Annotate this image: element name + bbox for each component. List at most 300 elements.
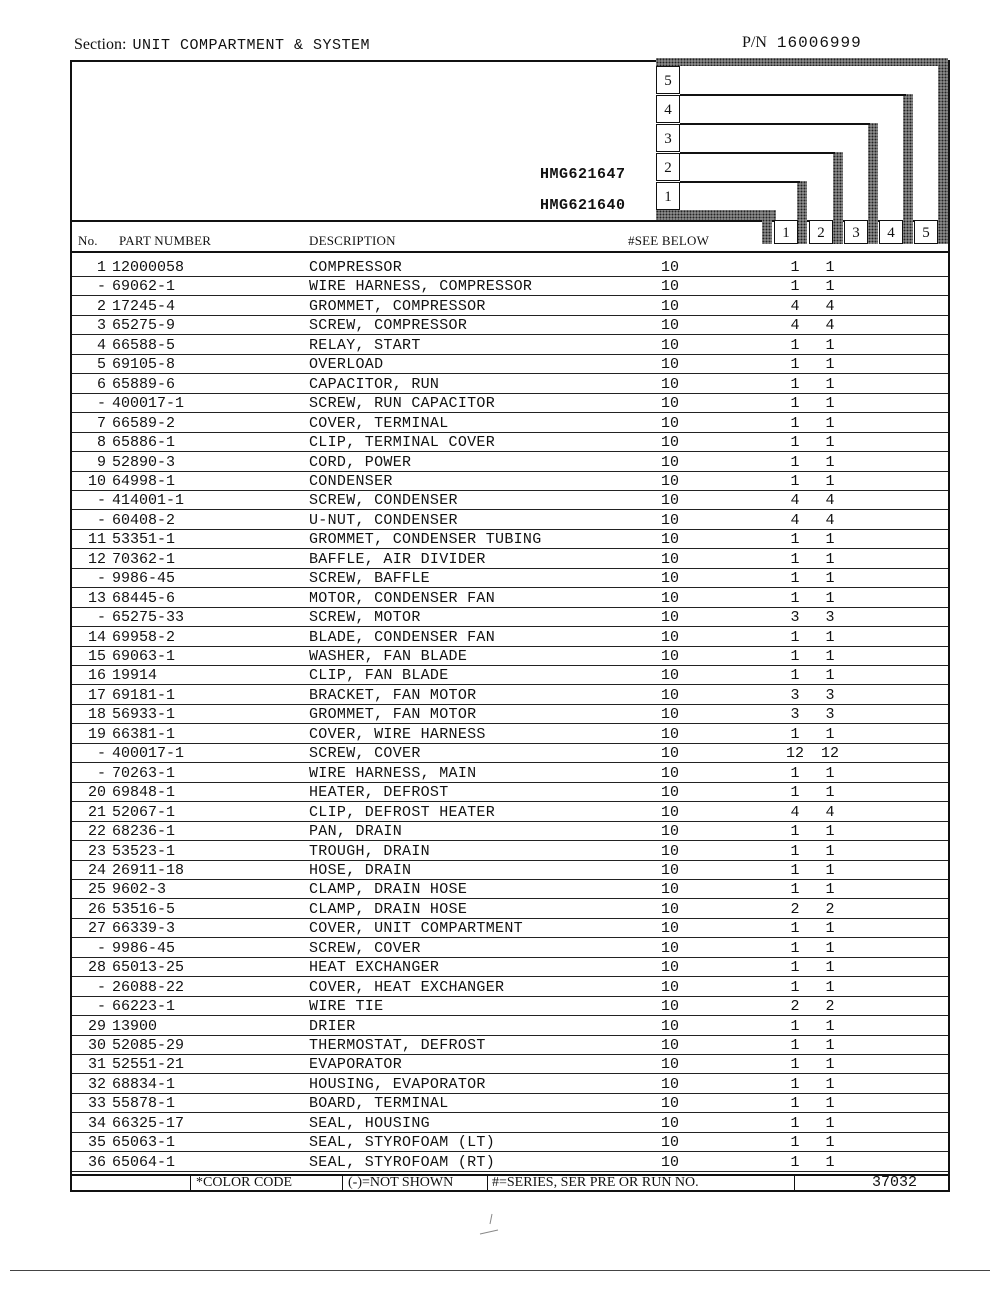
part-description: COVER, WIRE HARNESS	[309, 725, 486, 743]
table-row	[76, 1055, 946, 1074]
part-description: GROMMET, FAN MOTOR	[309, 706, 477, 724]
series-code: 10	[661, 745, 680, 763]
item-number: 28	[87, 959, 106, 977]
series-code: 10	[661, 725, 680, 743]
part-description: WIRE TIE	[309, 998, 384, 1016]
quantity-model-2: 1	[825, 570, 835, 588]
item-number: -	[96, 511, 106, 529]
quantity-model-2: 1	[825, 784, 835, 802]
part-number: 400017-1	[112, 745, 185, 763]
part-number: 13900	[112, 1017, 158, 1035]
part-description: WASHER, FAN BLADE	[309, 648, 468, 665]
ladder-arm-4	[680, 123, 870, 125]
item-number: 18	[87, 706, 106, 724]
series-code: 10	[661, 920, 680, 938]
part-description: PAN, DRAIN	[309, 823, 403, 841]
table-row	[76, 297, 946, 316]
quantity-model-1: 1	[790, 667, 800, 685]
quantity-model-2: 1	[825, 472, 835, 490]
quantity-model-2: 1	[825, 978, 835, 996]
part-description: SCREW, BAFFLE	[309, 570, 430, 588]
quantity-model-1: 2	[790, 900, 800, 918]
quantity-model-1: 1	[790, 1114, 800, 1132]
column-label-2: 2	[809, 220, 833, 244]
item-number: -	[96, 278, 106, 296]
quantity-model-2: 1	[825, 259, 835, 276]
part-number: 56933-1	[112, 706, 176, 724]
quantity-model-2: 1	[825, 356, 835, 374]
quantity-model-1: 1	[790, 1075, 800, 1093]
part-description: CLIP, FAN BLADE	[309, 667, 449, 685]
quantity-model-2: 1	[825, 725, 835, 743]
quantity-model-1: 3	[790, 609, 800, 627]
series-code: 10	[661, 706, 680, 724]
quantity-model-2: 12	[821, 745, 840, 763]
series-legend: #=SERIES, SER PRE OR RUN NO.	[492, 1175, 699, 1190]
table-row	[76, 861, 946, 880]
table-row	[76, 491, 946, 510]
item-number: -	[96, 978, 106, 996]
quantity-model-2: 1	[825, 434, 835, 452]
quantity-model-2: 1	[825, 628, 835, 646]
part-number: 66381-1	[112, 725, 176, 743]
part-number: 65889-6	[112, 375, 176, 393]
quantity-model-1: 1	[790, 978, 800, 996]
part-description: SEAL, HOUSING	[309, 1114, 430, 1132]
table-row	[76, 822, 946, 841]
series-code: 10	[661, 939, 680, 957]
quantity-model-2: 1	[825, 1134, 835, 1152]
series-code: 10	[661, 764, 680, 782]
item-number: 29	[87, 1017, 106, 1035]
part-number: 17245-4	[112, 297, 176, 315]
table-row	[76, 355, 946, 374]
part-description: THERMOSTAT, DEFROST	[309, 1037, 486, 1054]
quantity-model-2: 3	[825, 686, 835, 704]
part-number: 52890-3	[112, 453, 176, 471]
table-row	[76, 1094, 946, 1113]
part-description: EVAPORATOR	[309, 1056, 403, 1074]
part-number: 68236-1	[112, 823, 176, 841]
part-number: 68834-1	[112, 1075, 176, 1093]
quantity-model-1: 1	[790, 570, 800, 588]
table-row	[76, 1114, 946, 1133]
part-number: 69958-2	[112, 628, 176, 646]
quantity-model-1: 12	[786, 745, 805, 763]
item-number: 22	[87, 823, 106, 841]
table-row	[76, 978, 946, 997]
part-description: WIRE HARNESS, MAIN	[309, 764, 477, 782]
column-label-4: 4	[879, 220, 903, 244]
ladder-label-4: 4	[656, 95, 680, 123]
part-description: DRIER	[309, 1017, 356, 1035]
quantity-model-1: 4	[790, 803, 800, 821]
quantity-model-1: 1	[790, 823, 800, 841]
table-row	[76, 277, 946, 296]
series-code: 10	[661, 686, 680, 704]
part-description: HEATER, DEFROST	[309, 784, 449, 802]
part-number: 53523-1	[112, 842, 176, 860]
quantity-model-2: 1	[825, 1075, 835, 1093]
series-code: 10	[661, 1075, 680, 1093]
quantity-model-1: 1	[790, 434, 800, 452]
quantity-model-1: 1	[790, 959, 800, 977]
table-row	[76, 589, 946, 608]
quantity-model-1: 1	[790, 648, 800, 665]
table-row	[76, 550, 946, 569]
quantity-model-2: 1	[825, 453, 835, 471]
series-code: 10	[661, 842, 680, 860]
series-code: 10	[661, 823, 680, 841]
item-number: 13	[87, 589, 106, 607]
part-number: 70362-1	[112, 550, 176, 568]
quantity-model-1: 1	[790, 395, 800, 413]
series-code: 10	[661, 297, 680, 315]
part-number: 69181-1	[112, 686, 176, 704]
ladder-top-bar	[656, 58, 948, 66]
part-description: COVER, UNIT COMPARTMENT	[309, 920, 523, 938]
part-description: CLIP, DEFROST HEATER	[309, 803, 496, 821]
table-row	[76, 705, 946, 724]
item-number: 5	[96, 356, 106, 374]
ladder-arm-2	[680, 181, 800, 183]
series-code: 10	[661, 434, 680, 452]
quantity-model-1: 1	[790, 1056, 800, 1074]
series-code: 10	[661, 278, 680, 296]
table-row	[76, 686, 946, 705]
item-number: 21	[87, 803, 106, 821]
quantity-model-2: 4	[825, 297, 835, 315]
table-row	[76, 336, 946, 355]
part-number: 52067-1	[112, 803, 176, 821]
table-row	[76, 530, 946, 549]
quantity-model-1: 1	[790, 920, 800, 938]
part-number: 65886-1	[112, 434, 176, 452]
table-row	[76, 1133, 946, 1152]
series-code: 10	[661, 1037, 680, 1054]
series-code: 10	[661, 336, 680, 354]
quantity-model-1: 1	[790, 356, 800, 374]
table-row	[76, 453, 946, 472]
part-description: BOARD, TERMINAL	[309, 1095, 449, 1113]
part-number: 60408-2	[112, 511, 176, 529]
quantity-model-1: 4	[790, 511, 800, 529]
column-label-1: 1	[774, 220, 798, 244]
part-number: 12000058	[112, 259, 185, 276]
series-code: 10	[661, 259, 680, 276]
series-code: 10	[661, 317, 680, 335]
table-row	[76, 764, 946, 783]
part-number: 66589-2	[112, 414, 176, 432]
table-row	[76, 647, 946, 666]
quantity-model-1: 1	[790, 881, 800, 899]
part-number: 53516-5	[112, 900, 176, 918]
item-number: 30	[87, 1037, 106, 1054]
series-code: 10	[661, 1056, 680, 1074]
quantity-model-2: 1	[825, 881, 835, 899]
ladder-bar-2	[833, 152, 843, 244]
part-description: COMPRESSOR	[309, 259, 403, 276]
section-label: Section:	[74, 36, 127, 53]
quantity-model-1: 3	[790, 686, 800, 704]
quantity-model-1: 1	[790, 628, 800, 646]
series-code: 10	[661, 648, 680, 665]
table-row	[76, 608, 946, 627]
series-code: 10	[661, 356, 680, 374]
quantity-model-2: 1	[825, 375, 835, 393]
quantity-model-2: 1	[825, 920, 835, 938]
table-row	[76, 569, 946, 588]
column-label-5: 5	[914, 220, 938, 244]
column-header-see-below: #SEE BELOW	[628, 233, 710, 248]
series-code: 10	[661, 959, 680, 977]
part-number: 66223-1	[112, 998, 176, 1016]
part-number: 69062-1	[112, 278, 176, 296]
ladder-bar-0	[762, 210, 772, 244]
part-description: BRACKET, FAN MOTOR	[309, 686, 477, 704]
table-row	[76, 725, 946, 744]
quantity-model-2: 1	[825, 764, 835, 782]
quantity-model-1: 1	[790, 861, 800, 879]
series-code: 10	[661, 881, 680, 899]
ladder-label-3: 3	[656, 124, 680, 152]
quantity-model-2: 1	[825, 531, 835, 549]
document-number: 37032	[872, 1174, 918, 1191]
quantity-model-2: 1	[825, 1153, 835, 1171]
item-number: -	[96, 609, 106, 627]
table-row	[76, 880, 946, 899]
quantity-model-1: 1	[790, 472, 800, 490]
section-value: UNIT COMPARTMENT & SYSTEM	[132, 37, 370, 54]
quantity-model-2: 1	[825, 1037, 835, 1054]
not-shown-legend: (-)=NOT SHOWN	[348, 1175, 454, 1190]
part-description: COVER, HEAT EXCHANGER	[309, 978, 505, 996]
table-row	[76, 628, 946, 647]
part-number-heading	[742, 34, 862, 52]
quantity-model-1: 1	[790, 842, 800, 860]
part-description: CONDENSER	[309, 472, 393, 490]
item-number: 34	[87, 1114, 106, 1132]
part-description: SEAL, STYROFOAM (RT)	[309, 1153, 496, 1171]
item-number: 9	[96, 453, 106, 471]
quantity-model-1: 3	[790, 706, 800, 724]
table-row	[76, 1036, 946, 1055]
part-description: SEAL, STYROFOAM (LT)	[309, 1134, 496, 1152]
part-number: 65275-33	[112, 609, 185, 627]
column-header-no: No.	[78, 233, 98, 248]
table-row	[76, 958, 946, 977]
page-bottom-line	[10, 1270, 990, 1271]
column-header-part-number: PART NUMBER	[119, 233, 212, 248]
series-code: 10	[661, 472, 680, 490]
quantity-model-1: 1	[790, 1037, 800, 1054]
series-code: 10	[661, 784, 680, 802]
table-row	[76, 394, 946, 413]
quantity-model-1: 1	[790, 1095, 800, 1113]
quantity-model-2: 1	[825, 1017, 835, 1035]
ladder-bar-3	[868, 123, 878, 244]
item-number: 16	[87, 667, 106, 685]
model-number-1: HMG621647	[540, 166, 626, 183]
ladder-arm-3	[680, 152, 835, 154]
quantity-model-1: 1	[790, 725, 800, 743]
table-row	[76, 744, 946, 763]
quantity-model-1: 1	[790, 414, 800, 432]
series-code: 10	[661, 1134, 680, 1152]
quantity-model-1: 1	[790, 531, 800, 549]
series-code: 10	[661, 531, 680, 549]
column-header-divider	[70, 251, 950, 253]
part-description: SCREW, CONDENSER	[309, 492, 458, 510]
quantity-model-1: 4	[790, 317, 800, 335]
item-number: 32	[87, 1075, 106, 1093]
part-number: 9986-45	[112, 939, 176, 957]
item-number: 14	[87, 628, 106, 646]
column-label-3: 3	[844, 220, 868, 244]
color-code-legend: *COLOR CODE	[196, 1175, 293, 1190]
quantity-model-2: 1	[825, 278, 835, 296]
part-description: HOUSING, EVAPORATOR	[309, 1075, 486, 1093]
footer-divider-1	[190, 1174, 191, 1192]
quantity-model-1: 1	[790, 784, 800, 802]
quantity-model-1: 4	[790, 297, 800, 315]
series-code: 10	[661, 375, 680, 393]
part-number: 69848-1	[112, 784, 176, 802]
table-row	[76, 900, 946, 919]
quantity-model-1: 1	[790, 259, 800, 276]
quantity-model-1: 1	[790, 764, 800, 782]
table-row	[76, 511, 946, 530]
quantity-model-1: 1	[790, 1153, 800, 1171]
quantity-model-2: 4	[825, 317, 835, 335]
part-description: OVERLOAD	[309, 356, 384, 374]
table-row	[76, 939, 946, 958]
quantity-model-2: 1	[825, 1095, 835, 1113]
item-number: 1	[96, 259, 106, 276]
item-number: -	[96, 745, 106, 763]
part-number: 52551-21	[112, 1056, 185, 1074]
part-number: 53351-1	[112, 531, 176, 549]
quantity-model-2: 4	[825, 511, 835, 529]
quantity-model-2: 4	[825, 803, 835, 821]
item-number: 23	[87, 842, 106, 860]
table-row	[76, 1075, 946, 1094]
item-number: -	[96, 939, 106, 957]
item-number: 2	[96, 297, 106, 315]
quantity-model-2: 1	[825, 414, 835, 432]
item-number: 26	[87, 900, 106, 918]
part-number: 26088-22	[112, 978, 185, 996]
item-number: 11	[87, 531, 106, 549]
table-row	[76, 803, 946, 822]
series-code: 10	[661, 1017, 680, 1035]
series-code: 10	[661, 998, 680, 1016]
part-number: 55878-1	[112, 1095, 176, 1113]
series-code: 10	[661, 492, 680, 510]
item-number: -	[96, 395, 106, 413]
part-number: 65063-1	[112, 1134, 176, 1152]
table-row	[76, 666, 946, 685]
part-number: 26911-18	[112, 861, 185, 879]
footer-divider-2	[342, 1174, 343, 1192]
quantity-model-1: 4	[790, 492, 800, 510]
part-description: SCREW, COMPRESSOR	[309, 317, 468, 335]
section-heading	[74, 36, 370, 54]
item-number: -	[96, 764, 106, 782]
part-description: CORD, POWER	[309, 453, 412, 471]
part-description: SCREW, COVER	[309, 939, 421, 957]
quantity-model-2: 1	[825, 667, 835, 685]
part-description: HOSE, DRAIN	[309, 861, 412, 879]
part-number: 66325-17	[112, 1114, 185, 1132]
part-number: 66588-5	[112, 336, 176, 354]
table-row	[76, 316, 946, 335]
item-number: 31	[87, 1056, 106, 1074]
series-code: 10	[661, 1153, 680, 1171]
part-number: 70263-1	[112, 764, 176, 782]
table-row	[76, 842, 946, 861]
item-number: 3	[96, 317, 106, 335]
item-number: 4	[96, 336, 106, 354]
column-header-description: DESCRIPTION	[309, 233, 396, 248]
quantity-model-1: 1	[790, 278, 800, 296]
series-code: 10	[661, 414, 680, 432]
part-description: HEAT EXCHANGER	[309, 959, 440, 977]
quantity-model-1: 1	[790, 939, 800, 957]
series-code: 10	[661, 550, 680, 568]
series-code: 10	[661, 861, 680, 879]
quantity-model-1: 1	[790, 1017, 800, 1035]
table-row	[76, 1153, 946, 1172]
ladder-label-1: 1	[656, 182, 680, 210]
pn-label: P/N	[742, 34, 767, 51]
item-number: 12	[87, 550, 106, 568]
part-description: WIRE HARNESS, COMPRESSOR	[309, 278, 533, 296]
part-description: U-NUT, CONDENSER	[309, 511, 458, 529]
quantity-model-1: 2	[790, 998, 800, 1016]
part-number: 69063-1	[112, 648, 176, 665]
part-number: 9602-3	[112, 881, 167, 899]
series-code: 10	[661, 628, 680, 646]
quantity-model-2: 1	[825, 1056, 835, 1074]
series-code: 10	[661, 803, 680, 821]
ladder-bar-5	[938, 58, 948, 244]
part-description: TROUGH, DRAIN	[309, 842, 430, 860]
item-number: 6	[96, 375, 106, 393]
series-code: 10	[661, 667, 680, 685]
quantity-model-2: 1	[825, 336, 835, 354]
table-row	[76, 472, 946, 491]
part-description: SCREW, RUN CAPACITOR	[309, 395, 496, 413]
quantity-model-1: 1	[790, 550, 800, 568]
part-description: BAFFLE, AIR DIVIDER	[309, 550, 486, 568]
part-description: SCREW, MOTOR	[309, 609, 421, 627]
quantity-model-2: 1	[825, 861, 835, 879]
quantity-model-2: 1	[825, 648, 835, 665]
quantity-model-2: 1	[825, 395, 835, 413]
ladder-arm-5	[680, 94, 906, 96]
part-description: CAPACITOR, RUN	[309, 375, 440, 393]
part-description: GROMMET, CONDENSER TUBING	[309, 531, 542, 549]
item-number: 35	[87, 1134, 106, 1152]
table-row	[76, 1017, 946, 1036]
item-number: 25	[87, 881, 106, 899]
part-number: 65275-9	[112, 317, 176, 335]
quantity-model-1: 1	[790, 589, 800, 607]
item-number: 8	[96, 434, 106, 452]
part-number: 9986-45	[112, 570, 176, 588]
item-number: 10	[87, 472, 106, 490]
